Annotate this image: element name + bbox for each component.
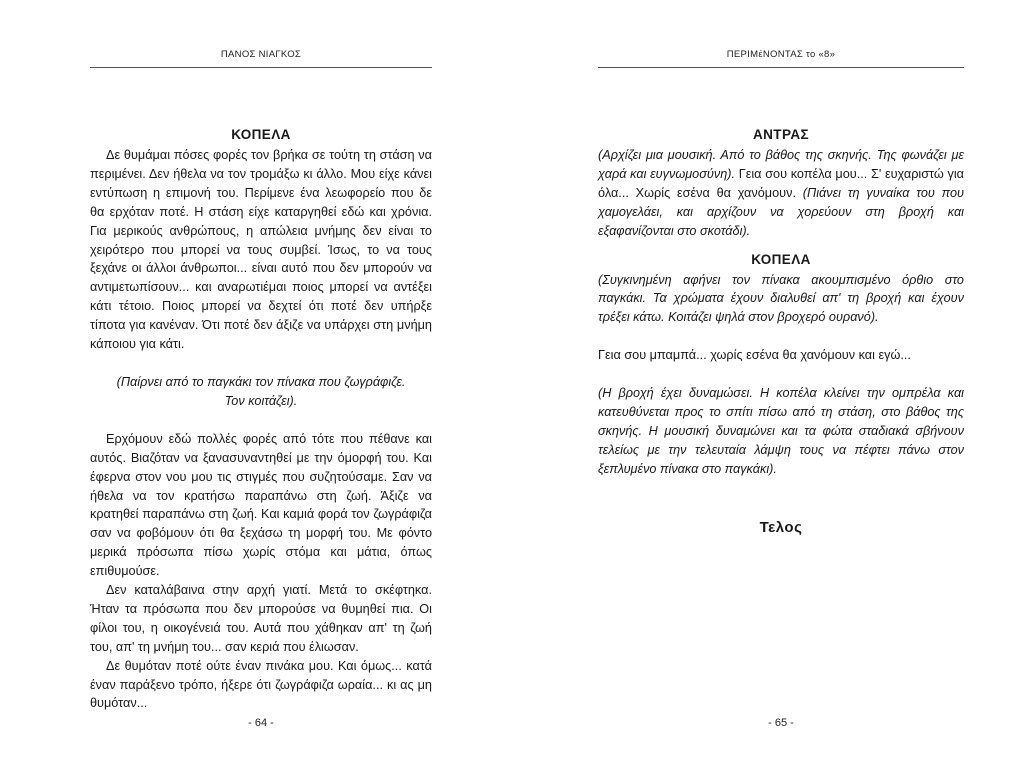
- running-head-right: ΠΕΡΙΜέΝΟΝΤΑΣ το «8»: [598, 49, 964, 68]
- stage-direction: (Η βροχή έχει δυναμώσει. Η κοπέλα κλείνει την ομπρέλα και κατευθύνεται προς το σπίτι πίσω από τη στάση, στο βάθος της σκηνής. Η μουσική δυναμώνει και τα φώτα σταδιακά σβήνουν τελείως με την τελευταία λάμψη τους να πέφτει πάνω στον ξεπλυμένο πίνακα στο παγκάκι).: [598, 386, 964, 476]
- left-page-body: [90, 126, 432, 713]
- spacer: [90, 354, 432, 373]
- speaker-name: ΚΟΠΕΛΑ: [751, 251, 811, 267]
- right-page-body: [598, 126, 964, 538]
- right-page: [598, 0, 964, 777]
- page-number-right: - 65 -: [768, 717, 794, 729]
- monologue-paragraph: Ερχόμουν εδώ πολλές φορές από τότε που πέθανε και αυτός. Βιαζόταν να ξανασυναντηθεί με την όμορφή του. Και έφερνα στον νου μου τις στιγμές που συζητούσαμε. Σαν να ήθελα να τον κρατήσω παραπάνω στη ζωή. Άξιζε να κρατηθεί παραπάνω στη ζωή. Και καμιά φορά τον ζωγράφιζα σαν να φοβόμουν ότι θα ξεχάσω τη μορφή του. Με φόντο μερικά πρόσωπα πίσω χωρίς στόμα και μάτια, όπως επιθυμούσε.: [90, 431, 432, 579]
- left-page: [90, 0, 432, 777]
- spacer: [598, 241, 964, 251]
- spacer: [90, 411, 432, 430]
- stage-direction: (Παίρνει από το παγκάκι τον πίνακα που ζωγράφιζε.: [116, 374, 406, 389]
- dialogue-line: Γεια σου κοπέλα μου... Σ' ευχαριστώ για όλα... Χωρίς εσένα θα χανόμουν.: [598, 166, 964, 200]
- speaker-name: ΚΟΠΕΛΑ: [231, 127, 291, 142]
- spacer: [598, 365, 964, 384]
- spacer: [598, 327, 964, 346]
- stage-direction: (Αρχίζει μια μουσική. Από το βάθος της σκηνής. Της φωνάζει με χαρά και ευγνωμοσύνη).: [598, 148, 964, 181]
- stage-direction: (Συγκινημένη αφήνει τον πίνακα ακουμπισμένο όρθιο στο παγκάκι. Τα χρώματα έχουν διαλυθεί απ' τη βροχή και έχουν τρέξει κάτω. Κοιτάζει ψηλά στον βροχερό ουρανό).: [598, 272, 964, 325]
- monologue-paragraph: Δε θυμάμαι πόσες φορές τον βρήκα σε τούτη τη στάση να περιμένει. Δεν ήθελα να τον τρομάξω κι άλλο. Μου είχε κάνει εντύπωση η επιμονή του. Περίμενε ένα λεωφορείο που δε θα ερχόταν ποτέ. Η στάση είχε καταργηθεί εδώ και χρόνια. Για μερικούς ανθρώπους, η απώλεια μνήμης δεν είναι το χειρότερο που μπορεί να τους συμβεί. Ίσως, το να τους ξεχάνε οι άλλοι άνθρωποι... είναι αυτό που δεν μπορούν να αντιμετωπίσουν... και αναρωτιέμαι ποιος μπορεί να αντέξει κάτι τέτοιο. Ποιος μπορεί να δεχτεί ότι ποτέ δεν υπήρξε τίποτα για κανέναν. Ότι ποτέ δεν άξιζε να υπάρχει στη μνήμη κάποιου για κάτι.: [90, 148, 432, 352]
- page-number-left: - 64 -: [248, 717, 274, 729]
- end-title: Τελος: [759, 518, 803, 536]
- stage-direction: (Πιάνει τη γυναίκα του που χαμογελάει, και αρχίζουν να χορεύουν στη βροχή και εξαφανίζονται στο σκοτάδι).: [598, 185, 965, 238]
- dialogue-block: [598, 146, 964, 241]
- stage-direction: Τον κοιτάζει).: [224, 393, 298, 408]
- speaker-name: ΑΝΤΡΑΣ: [753, 127, 809, 142]
- running-head-left: ΠΑΝΟΣ ΝΙΑΓΚΟΣ: [90, 49, 432, 68]
- monologue-paragraph: Δε θυμόταν ποτέ ούτε έναν πινάκα μου. Και όμως... κατά έναν παράξενο τρόπο, ήξερε ότι ζωγράφιζα ωραία... κι ας μη θυμόταν...: [90, 658, 432, 711]
- dialogue-line: Γεια σου μπαμπά... χωρίς εσένα θα χανόμουν και εγώ...: [598, 348, 911, 363]
- monologue-paragraph: Δεν καταλάβαινα στην αρχή γιατί. Μετά το σκέφτηκα. Ήταν τα πρόσωπα που δεν μπορούσε να θυμηθεί πια. Οι φίλοι του, η οικογένειά του. Αυτά που χάθηκαν απ' τη ζωή του, απ' τη μνήμη του... σαν κεριά που έλιωσαν.: [90, 583, 432, 654]
